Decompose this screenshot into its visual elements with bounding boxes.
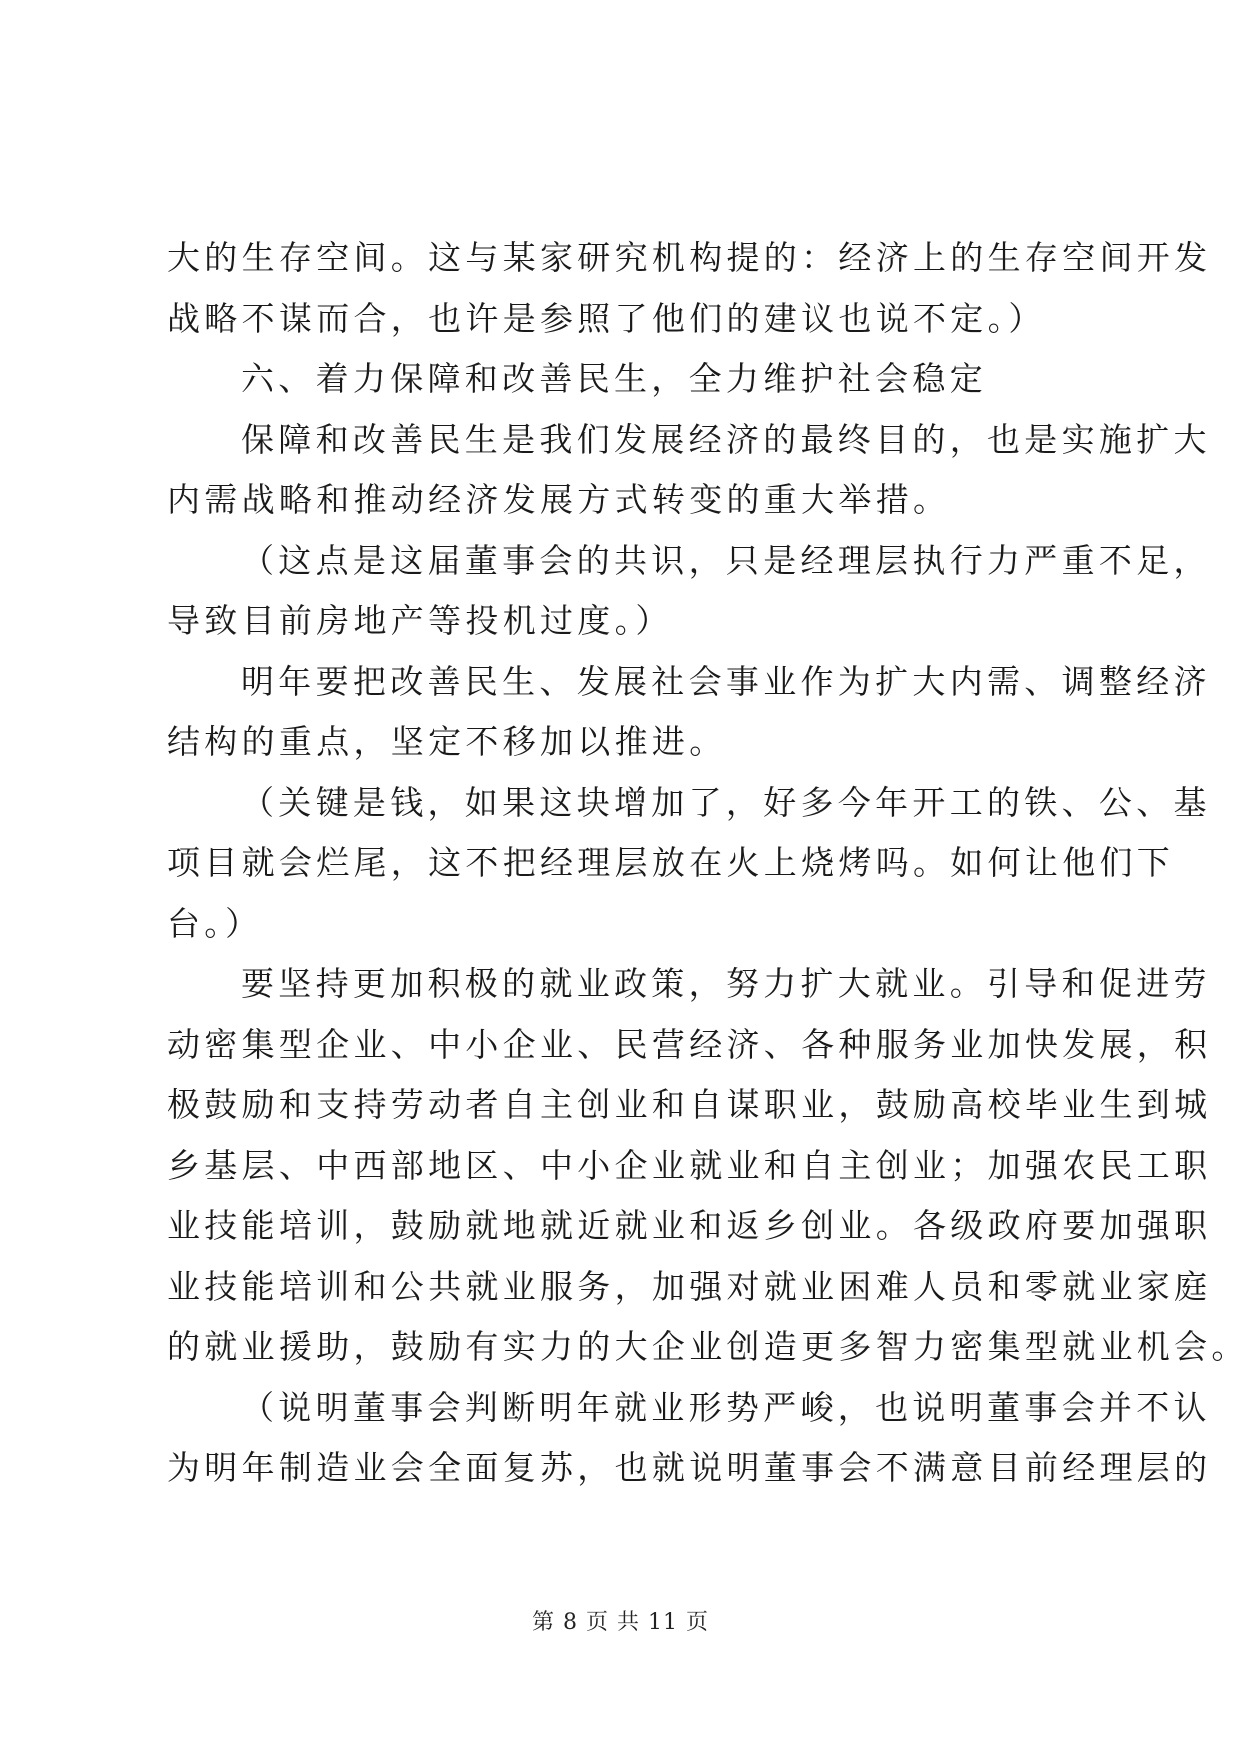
document-body [167, 228, 1249, 1499]
text-line: 战略不谋而合，也许是参照了他们的建议也说不定。） [167, 298, 1046, 338]
text-line: 导致目前房地产等投机过度。） [167, 601, 673, 640]
text-line: 为明年制造业会全面复苏，也就说明董事会不满意目前经理层的 [167, 1448, 1212, 1487]
section-heading: 六、着力保障和改善民生，全力维护社会稳定 [241, 359, 987, 398]
text-line: 大的生存空间。这与某家研究机构提的：经济上的生存空间开发 [167, 238, 1212, 277]
text-line: （这点是这届董事会的共识，只是经理层执行力严重不足， [241, 540, 1211, 580]
text-line: 的就业援助，鼓励有实力的大企业创造更多智力密集型就业机会。 [167, 1327, 1249, 1366]
text-line: 乡基层、中西部地区、中小企业就业和自主创业；加强农民工职 [167, 1145, 1212, 1185]
text-line: 要坚持更加积极的就业政策，努力扩大就业。引导和促进劳 [241, 964, 1211, 1003]
page-number-label: 第 8 页 共 11 页 [532, 1610, 709, 1635]
text-line: 内需战略和推动经济发展方式转变的重大举措。 [167, 480, 951, 519]
text-line: 动密集型企业、中小企业、民营经济、各种服务业加快发展，积 [167, 1024, 1212, 1064]
text-line: 业技能培训，鼓励就地就近就业和返乡创业。各级政府要加强职 [167, 1206, 1212, 1245]
text-line: 极鼓励和支持劳动者自主创业和自谋职业，鼓励高校毕业生到城 [167, 1085, 1212, 1124]
page-footer [0, 1605, 1241, 1636]
text-line: 台。） [167, 903, 263, 943]
text-line: 项目就会烂尾，这不把经理层放在火上烧烤吗。如何让他们下 [167, 843, 1175, 882]
text-line: 业技能培训和公共就业服务，加强对就业困难人员和零就业家庭 [167, 1266, 1212, 1306]
text-line: 明年要把改善民生、发展社会事业作为扩大内需、调整经济 [241, 661, 1211, 701]
text-line: 保障和改善民生是我们发展经济的最终目的，也是实施扩大 [241, 419, 1211, 459]
text-line: （说明董事会判断明年就业形势严峻，也说明董事会并不认 [241, 1387, 1211, 1427]
text-line: （关键是钱，如果这块增加了，好多今年开工的铁、公、基 [241, 782, 1211, 822]
text-line: 结构的重点，坚定不移加以推进。 [167, 722, 727, 761]
